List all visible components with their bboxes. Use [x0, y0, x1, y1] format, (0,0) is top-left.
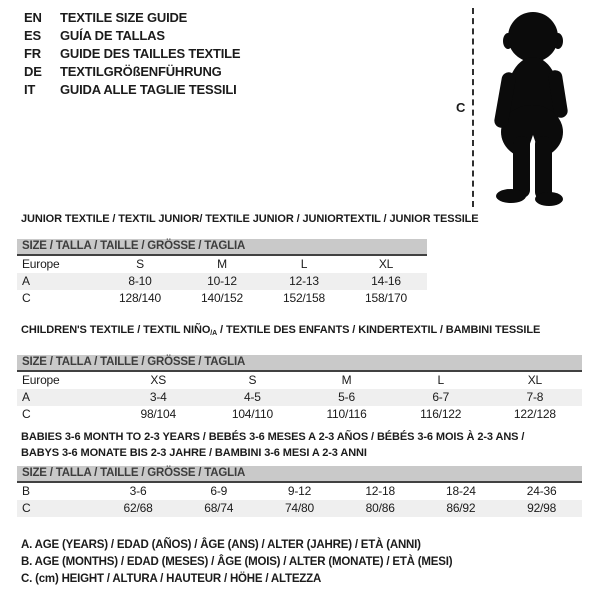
language-code: DE	[24, 64, 42, 79]
table-cell: 14-16	[371, 274, 401, 288]
table-cell: 9-12	[287, 484, 312, 498]
table-cell: 158/170	[365, 291, 407, 305]
size-header-cell: SIZE / TALLA / TAILLE / GRÖSSE / TAGLIA	[17, 239, 427, 255]
toddler-silhouette-icon	[486, 8, 578, 208]
table-cell: 86/92	[446, 501, 476, 515]
language-code: IT	[24, 82, 36, 97]
table-row	[17, 273, 427, 290]
table-cell: 128/140	[119, 291, 161, 305]
table-cell: M	[217, 257, 227, 271]
language-code: ES	[24, 28, 41, 43]
babies-title-line2: BABYS 3-6 MONATE BIS 2-3 JAHRE / BAMBINI 3-6 MESI A 2-3 ANNI	[21, 447, 367, 459]
language-code: EN	[24, 10, 42, 25]
table-row	[17, 255, 427, 273]
junior-table-title: JUNIOR TEXTILE / TEXTIL JUNIOR/ TEXTILE JUNIOR / JUNIORTEXTIL / JUNIOR TESSILE	[21, 213, 479, 225]
children-table-title	[21, 323, 582, 341]
table-cell: 98/104	[140, 407, 176, 421]
table-cell: 5-6	[338, 390, 355, 404]
table-cell: C	[22, 291, 31, 305]
table-cell: Europe	[22, 257, 60, 271]
footnote-a: A. AGE (YEARS) / EDAD (AÑOS) / ÂGE (ANS) / ALTER (JAHRE) / ETÀ (ANNI)	[21, 539, 421, 551]
table-header-row	[17, 466, 582, 482]
language-row	[24, 45, 240, 63]
size-tables-section	[17, 212, 582, 588]
table-row	[17, 389, 582, 406]
table-cell: A	[22, 390, 30, 404]
language-title: TEXTILGRÖßENFÜHRUNG	[60, 64, 222, 79]
table-row	[17, 290, 427, 307]
table-cell: C	[22, 501, 31, 515]
table-cell: XL	[378, 257, 394, 271]
table-cell: A	[22, 274, 30, 288]
language-row	[24, 81, 240, 99]
babies-table-title	[21, 429, 582, 461]
table-cell: 62/68	[123, 501, 153, 515]
table-cell: XS	[150, 373, 167, 387]
language-row	[24, 27, 240, 45]
language-title: GUÍA DE TALLAS	[60, 28, 165, 43]
children-size-table	[17, 355, 582, 423]
children-title-subscript: /A	[210, 330, 218, 337]
table-row	[17, 500, 582, 517]
table-cell: 3-6	[129, 484, 147, 498]
table-cell: M	[341, 373, 352, 387]
table-cell: 3-4	[149, 390, 167, 404]
table-cell: 122/128	[513, 407, 556, 421]
table-cell: 12-18	[365, 484, 396, 498]
height-measure-dashed-line	[472, 8, 474, 207]
table-row	[17, 406, 582, 423]
table-cell: 92/98	[527, 501, 557, 515]
language-guide-block	[24, 9, 240, 99]
language-title: GUIDA ALLE TAGLIE TESSILI	[60, 82, 237, 97]
table-cell: 116/122	[420, 407, 462, 421]
language-code: FR	[24, 46, 41, 61]
table-cell: 7-8	[526, 390, 544, 404]
table-cell: 12-13	[289, 274, 319, 288]
table-header-row	[17, 239, 427, 255]
table-header-row	[17, 355, 582, 371]
language-row	[24, 63, 240, 81]
table-cell: 140/152	[201, 291, 243, 305]
language-title: GUIDE DES TAILLES TEXTILE	[60, 46, 241, 61]
table-cell: C	[22, 407, 31, 421]
table-cell: 8-10	[128, 274, 152, 288]
table-cell: L	[437, 373, 444, 387]
footnote-b: B. AGE (MONTHS) / EDAD (MESES) / ÂGE (MOIS) / ALTER (MONATE) / ETÀ (MESI)	[21, 556, 453, 568]
table-cell: 6-9	[210, 484, 228, 498]
table-row	[17, 482, 582, 500]
babies-title-line1: BABIES 3-6 MONTH TO 2-3 YEARS / BEBÉS 3-6 MESES A 2-3 AÑOS / BÉBÉS 3-6 MOIS À 2-3 ANS /	[21, 431, 525, 443]
children-title-text: CHILDREN'S TEXTILE / TEXTIL NIÑO	[21, 324, 211, 336]
babies-size-table	[17, 466, 582, 517]
table-cell: 74/80	[284, 501, 314, 515]
language-row	[24, 9, 240, 27]
table-cell: 152/158	[283, 291, 325, 305]
table-cell: 68/74	[204, 501, 234, 515]
table-cell: S	[248, 373, 257, 387]
table-cell: 10-12	[207, 274, 237, 288]
junior-size-table	[17, 239, 427, 307]
table-cell: 24-36	[526, 484, 557, 498]
table-cell: Europe	[22, 373, 60, 387]
table-row	[17, 371, 582, 389]
table-cell: 104/110	[231, 407, 273, 421]
language-title: TEXTILE SIZE GUIDE	[60, 10, 188, 25]
children-title-text: / TEXTILE DES ENFANTS / KINDERTEXTIL / BAMBINI TESSILE	[217, 324, 541, 336]
table-cell: XL	[527, 373, 543, 387]
table-cell: B	[22, 484, 30, 498]
footnotes-block	[21, 537, 582, 588]
size-header-cell: SIZE / TALLA / TAILLE / GRÖSSE / TAGLIA	[17, 466, 582, 482]
height-measure-label: C	[456, 100, 466, 115]
table-cell: 4-5	[244, 390, 261, 404]
table-cell: L	[300, 257, 308, 271]
table-cell: 80/86	[365, 501, 395, 515]
table-cell: 18-24	[446, 484, 476, 498]
size-header-cell: SIZE / TALLA / TAILLE / GRÖSSE / TAGLIA	[17, 355, 582, 371]
table-cell: S	[136, 257, 144, 271]
table-cell: 110/116	[326, 407, 367, 421]
footnote-c: C. (cm) HEIGHT / ALTURA / HAUTEUR / HÖHE / ALTEZZA	[21, 573, 322, 585]
table-cell: 6-7	[432, 390, 450, 404]
